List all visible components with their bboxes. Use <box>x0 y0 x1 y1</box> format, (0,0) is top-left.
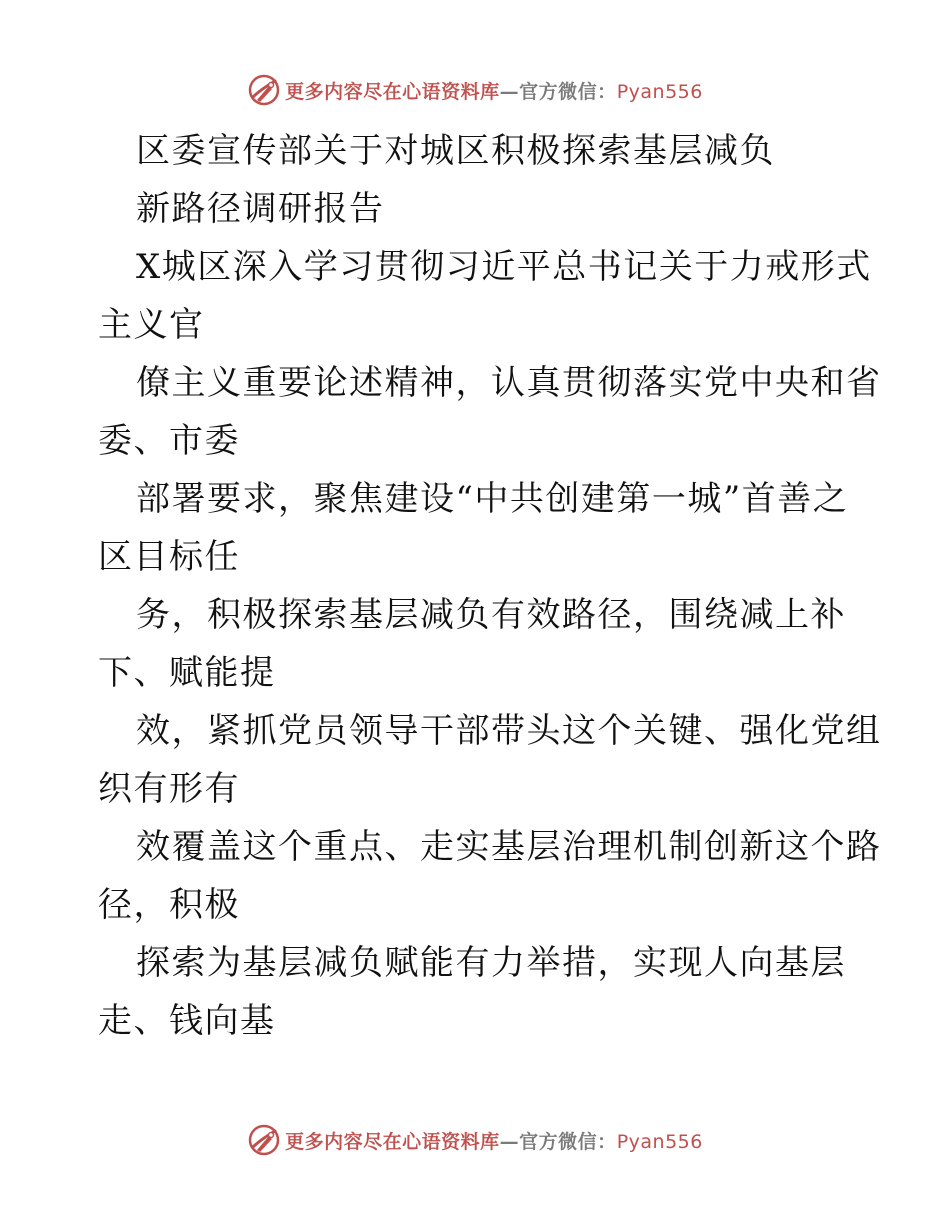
banner-wechat-label: 官方微信 <box>519 80 598 103</box>
banner-colon: ： <box>597 80 617 103</box>
text-line: 委、市委 <box>98 421 240 461</box>
banner-site-name: 更多内容尽在心语资料库 <box>285 1130 500 1153</box>
text-line: 新路径调研报告 <box>136 189 385 229</box>
banner-dash: — <box>499 1130 520 1153</box>
text-line: 效覆盖这个重点、走实基层治理机制创新这个路 <box>136 827 882 867</box>
text-line: 径，积极 <box>98 885 240 925</box>
banner-wechat-id: Pyan556 <box>616 80 703 103</box>
text-line: 僚主义重要论述精神，认真贯彻落实党中央和省 <box>136 363 882 403</box>
footer-banner <box>0 1120 950 1160</box>
banner-wechat-id: Pyan556 <box>616 1130 703 1153</box>
text-line: 走、钱向基 <box>98 1001 276 1041</box>
banner-colon: ： <box>597 1130 617 1153</box>
banner-wechat-label: 官方微信 <box>519 1130 598 1153</box>
document-body <box>98 122 882 1050</box>
text-line: 织有形有 <box>98 769 240 809</box>
text-line: 探索为基层减负赋能有力举措，实现人向基层 <box>136 943 846 983</box>
text-line: 部署要求，聚焦建设“中共创建第一城”首善之 <box>136 479 849 519</box>
text-line: 务，积极探索基层减负有效路径，围绕减上补 <box>136 595 846 635</box>
header-banner <box>0 70 950 110</box>
banner-text <box>285 77 703 104</box>
banner-site-name: 更多内容尽在心语资料库 <box>285 80 500 103</box>
text-line: X城区深入学习贯彻习近平总书记关于力戒形式 <box>136 247 872 287</box>
red-pen-circle-icon <box>247 1123 281 1157</box>
red-pen-circle-icon <box>247 73 281 107</box>
text-line: 区目标任 <box>98 537 240 577</box>
text-line: 效，紧抓党员领导干部带头这个关键、强化党组 <box>136 711 882 751</box>
text-line: 区委宣传部关于对城区积极探索基层减负 <box>136 131 775 171</box>
text-line: 主义官 <box>98 305 205 345</box>
banner-text <box>285 1127 703 1154</box>
banner-dash: — <box>499 80 520 103</box>
text-line: 下、赋能提 <box>98 653 276 693</box>
